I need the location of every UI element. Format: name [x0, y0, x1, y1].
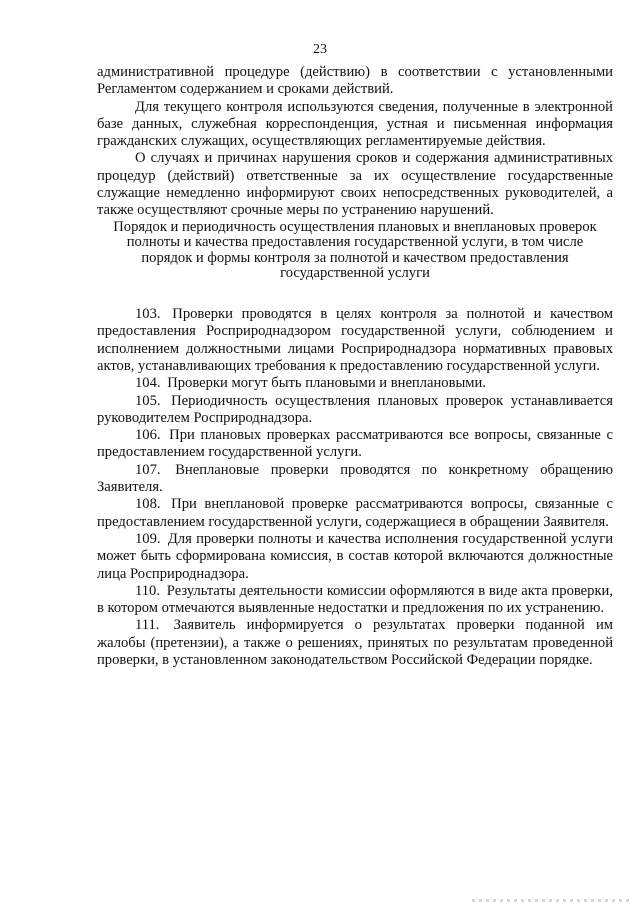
page-number: 23 [313, 42, 327, 57]
paragraph-current-control: Для текущего контроля используются сведения, полученные в электронной базе данных, служебная корреспонденция, устная и письменная информация гражданских служащих, осуществляющих регламентируемые действия. [97, 98, 613, 150]
paragraph-number: 108. [135, 496, 161, 513]
numbered-paragraph-108 [97, 496, 613, 531]
paragraph-text: Внеплановые проверки проводятся по конкретному обращению Заявителя. [97, 461, 613, 496]
paragraph-text: Периодичность осуществления плановых проверок устанавливается руководителем Росприроднадзора. [97, 392, 613, 426]
numbered-paragraph-111 [97, 617, 613, 669]
paragraph-number: 109. [135, 530, 161, 547]
paragraph-continuation: административной процедуре (действию) в соответствии с установленными Регламентом содержанием и сроками действий. [97, 64, 613, 98]
numbered-paragraph-104 [97, 375, 613, 392]
paragraph-text: При плановых проверках рассматриваются все вопросы, связанные с предоставлением государственной услуги. [97, 427, 613, 461]
paragraph-number: 110. [135, 582, 160, 599]
paragraph-number: 107. [135, 461, 161, 478]
spacer [97, 282, 613, 306]
numbered-paragraph-105 [97, 393, 613, 428]
scan-artifact [472, 899, 632, 902]
paragraph-text: Проверки проводятся в целях контроля за полнотой и качеством предоставления Росприроднадзором государственной услуги, соблюдением и исполнением должностными лицами Росприроднадзора нормативных правовых актов, устанавливающих требования к предоставлению государственной услуги. [97, 306, 613, 374]
paragraph-text: Проверки могут быть плановыми и внеплановыми. [167, 375, 486, 392]
paragraph-text: Результаты деятельности комиссии оформляются в виде акта проверки, в котором отмечаются выявленные недостатки и предложения по их устранению. [97, 582, 613, 617]
numbered-paragraph-106 [97, 427, 613, 462]
numbered-paragraph-103 [97, 306, 613, 375]
section-heading: Порядок и периодичность осуществления плановых и внеплановых проверок полноты и качества предоставления государственной услуги, в том числе порядок и формы контроля за полнотой и качеством предоставления государственной услуги [113, 218, 597, 282]
paragraph-number: 103. [135, 306, 161, 323]
paragraph-violations: О случаях и причинах нарушения сроков и содержания административных процедур (действий) ответственные за их осуществление государственные служащие немедленно информируют своих непосредственных руководителей, а также осуществляют срочные меры по устранению нарушений. [97, 150, 613, 219]
paragraph-text: Заявитель информируется о результатах проверки поданной им жалобы (претензии), а также о решениях, принятых по результатам проведенной проверки, в установленном законодательством Российской Федерации порядке. [97, 617, 613, 668]
paragraph-number: 106. [135, 427, 161, 444]
numbered-paragraph-109 [97, 531, 613, 583]
paragraph-number: 104. [135, 375, 161, 392]
numbered-paragraph-107 [97, 462, 613, 497]
document-body [97, 64, 613, 669]
paragraph-text: При внеплановой проверке рассматриваются вопросы, связанные с предоставлением государственной услуги, содержащиеся в обращении Заявителя. [97, 496, 614, 530]
paragraph-number: 111. [135, 617, 160, 634]
numbered-paragraph-110 [97, 583, 613, 618]
paragraph-text: Для проверки полноты и качества исполнения государственной услуги может быть сформирована комиссия, в состав которой включаются должностные лица Росприроднадзора. [97, 530, 613, 582]
paragraph-number: 105. [135, 392, 161, 409]
